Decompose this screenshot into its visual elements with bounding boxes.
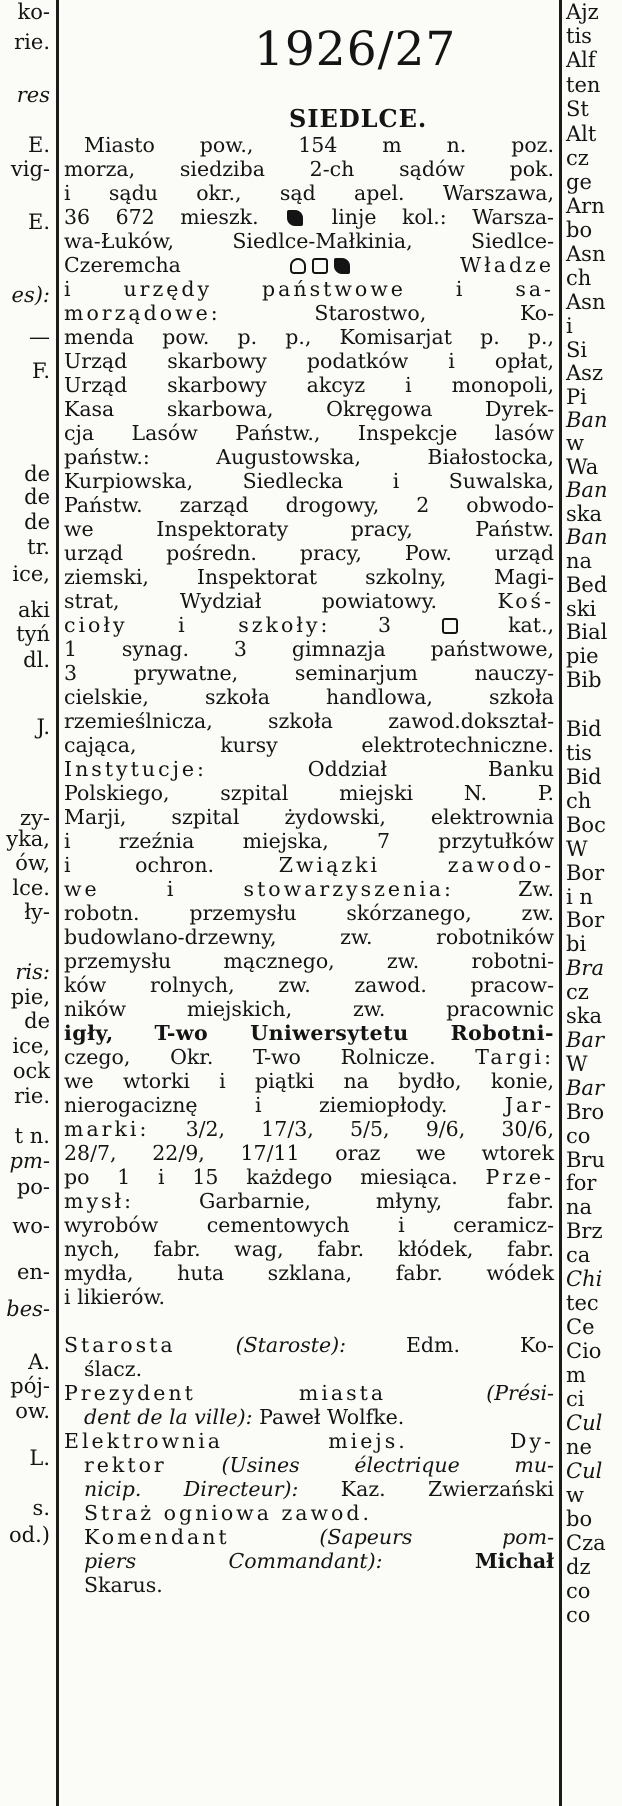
right-column-fragment: co [566, 1579, 591, 1603]
right-column-fragment: ch [566, 266, 592, 290]
body-line: morza, siedziba 2-ch sądów pok. [64, 157, 554, 181]
left-column-fragment: de [24, 1009, 50, 1033]
left-column-fragment: t n. [14, 1124, 50, 1148]
left-column-fragment: F. [32, 359, 50, 383]
body-line: Polskiego, szpital miejski N. P. [64, 781, 554, 805]
left-column-fragment: ow. [15, 1399, 50, 1423]
right-column-fragment: co [566, 1124, 591, 1148]
right-column-fragment: Wa [566, 455, 599, 479]
body-line: Czeremcha Władze [64, 253, 554, 277]
right-column-fragment: Brz [566, 1219, 603, 1243]
right-column-fragment: Si [566, 338, 588, 362]
left-column-fragment: od.) [9, 1523, 50, 1547]
right-column-fragment: Boc [566, 813, 606, 837]
official-line: piers Commandant): Michał [84, 1549, 554, 1573]
right-column-fragment: Ban [566, 478, 608, 502]
right-column-fragment: cz [566, 980, 589, 1004]
official-line: dent de la ville): Paweł Wolfke. [84, 1405, 405, 1429]
left-column-fragment: E. [27, 133, 50, 157]
body-line: nych, fabr. wag, fabr. kłódek, fabr. [64, 1237, 554, 1261]
body-line: państw.: Augustowska, Białostocka, [64, 445, 554, 469]
right-column-fragment: m [566, 1363, 586, 1387]
telegraph-icon [312, 258, 328, 274]
left-column-fragment: en- [16, 1260, 50, 1284]
left-column-rule [56, 0, 59, 1806]
body-line: igły, T-wo Uniwersytetu Robotni- [64, 1021, 554, 1045]
left-column-fragment: yka, [6, 827, 50, 851]
body-line: ziemski, Inspektorat szkolny, Magi- [64, 565, 554, 589]
left-column-fragment: vig- [10, 157, 50, 181]
year-label: 1926/27 [254, 22, 457, 77]
right-column-fragment: Cul [566, 1411, 603, 1435]
left-column-fragment: rie. [14, 1084, 50, 1108]
body-line: wa-Łuków, Siedlce-Małkinia, Siedlce- [64, 229, 554, 253]
left-column-fragment: ris: [15, 960, 50, 984]
right-column-fragment: ca [566, 1243, 591, 1267]
right-column-fragment: w [566, 431, 584, 455]
right-column-fragment: w [566, 1483, 584, 1507]
body-line: Kasa skarbowa, Okręgowa Dyrek- [64, 397, 554, 421]
right-column-fragment: i [566, 314, 573, 338]
official-line: Elektrownia miejs. Dy- [64, 1429, 554, 1453]
left-column-fragment: ko- [17, 0, 50, 24]
left-column-fragment: ów, [15, 851, 50, 875]
official-line: Prezydent miasta (Prési- [64, 1381, 554, 1405]
body-line: we Inspektoraty pracy, Państw. [64, 517, 554, 541]
body-line: Państw. zarząd drogowy, 2 obwodo- [64, 493, 554, 517]
right-column-fragment: dz [566, 1555, 591, 1579]
right-column-fragment: bo [566, 1507, 593, 1531]
right-column-fragment: na [566, 1195, 593, 1219]
body-line: mysł: Garbarnie, młyny, fabr. [64, 1189, 554, 1213]
body-line: cająca, kursy elektrotechniczne. [64, 733, 554, 757]
right-column-fragment: cz [566, 146, 589, 170]
body-line: we wtorki i piątki na bydło, konie, [64, 1069, 554, 1093]
left-column-fragment: bes- [6, 1297, 50, 1321]
left-column-fragment: de [24, 510, 50, 534]
body-line: robotn. przemysłu skórzanego, zw. [64, 901, 554, 925]
body-line: 28/7, 22/9, 17/11 oraz we wtorek [64, 1141, 554, 1165]
body-line: strat, Wydział powiatowy. Koś- [64, 589, 554, 613]
body-line: i rzeźnia miejska, 7 przytułków [64, 829, 554, 853]
official-line: rektor (Usines électrique mu- [84, 1453, 554, 1477]
right-column-fragment: pie [566, 644, 599, 668]
right-column-fragment: Pi [566, 385, 587, 409]
right-column-fragment: ten [566, 73, 601, 97]
left-column-fragment: es): [11, 283, 50, 307]
body-line: urząd pośredn. pracy, Pow. urząd [64, 541, 554, 565]
official-line: nicip. Directeur): Kaz. Zwierzański [84, 1477, 554, 1501]
body-line: i likierów. [64, 1285, 166, 1309]
official-line: Skarus. [84, 1573, 163, 1597]
right-column-fragment: Bib [566, 668, 602, 692]
left-column-fragment: res [16, 83, 50, 107]
body-line: 36 672 mieszk. linje kol.: Warsza- [64, 205, 554, 229]
left-column-fragment: de [24, 485, 50, 509]
right-column-fragment: Cul [566, 1459, 603, 1483]
post-office-icon [290, 258, 306, 274]
right-column-fragment: ski [566, 597, 597, 621]
body-line: rzemieślnicza, szkoła zawod.dokształ- [64, 709, 554, 733]
left-column-fragment: ock [12, 1059, 50, 1083]
right-column-fragment: ge [566, 170, 592, 194]
body-line: ków rolnych, zw. zawod. pracow- [64, 973, 554, 997]
right-column-fragment: co [566, 1603, 591, 1627]
right-column-fragment: Bid [566, 717, 602, 741]
left-column-fragment: rie. [14, 30, 50, 54]
official-line: Straż ogniowa zawod. [84, 1501, 373, 1525]
left-column-fragment: ice, [12, 1034, 50, 1058]
right-column-fragment: Bru [566, 1148, 605, 1172]
body-line: Instytucje: Oddział Banku [64, 757, 554, 781]
right-column-fragment: tis [566, 741, 592, 765]
left-column-fragment: A. [28, 1350, 50, 1374]
right-column-fragment: for [566, 1171, 597, 1195]
right-column-fragment: W [566, 1052, 588, 1076]
left-column-fragment: J. [36, 715, 50, 739]
body-line: Miasto pow., 154 m n. poz. [84, 133, 554, 157]
body-line: 3 prywatne, seminarjum nauczy- [64, 661, 554, 685]
left-column-fragment: L. [29, 1446, 50, 1470]
official-line: Starosta (Staroste): Edm. Ko- [64, 1333, 554, 1357]
right-neighbor-column [563, 0, 622, 1806]
right-column-fragment: Asz [566, 361, 604, 385]
left-column-fragment: po- [16, 1175, 50, 1199]
body-line: mydła, huta szklana, fabr. wódek [64, 1261, 554, 1285]
right-column-fragment: na [566, 549, 593, 573]
right-column-rule [559, 0, 562, 1806]
right-column-fragment: Asn [566, 290, 606, 314]
official-line: Komendant (Sapeurs pom- [84, 1525, 554, 1549]
left-column-fragment: wo- [12, 1214, 50, 1238]
body-line: ników miejskich, zw. pracownic [64, 997, 554, 1021]
right-column-fragment: ne [566, 1435, 592, 1459]
right-column-fragment: ci [566, 1387, 585, 1411]
right-column-fragment: Ban [566, 408, 608, 432]
left-column-fragment: aki [18, 598, 50, 622]
right-column-fragment: W [566, 837, 588, 861]
right-column-fragment: bi [566, 932, 587, 956]
body-line: przemysłu mącznego, zw. robotni- [64, 949, 554, 973]
body-line: budowlano-drzewny, zw. robotników [64, 925, 554, 949]
body-line: i urzędy państwowe i sa- [64, 277, 554, 301]
right-column-fragment: Ban [566, 525, 608, 549]
body-line: cja Lasów Państw., Inspekcje lasów [64, 421, 554, 445]
body-line: Kurpiowska, Siedlecka i Suwalska, [64, 469, 554, 493]
body-line: nierogaciznę i ziemiopłody. Jar- [64, 1093, 554, 1117]
left-column-fragment: — [29, 325, 50, 349]
right-column-fragment: Bra [566, 956, 604, 980]
right-column-fragment: Alt [566, 122, 597, 146]
right-column-fragment: bo [566, 218, 593, 242]
body-line: po 1 i 15 każdego miesiąca. Prze- [64, 1165, 554, 1189]
right-column-fragment: Bor [566, 861, 605, 885]
right-column-fragment: Bor [566, 908, 605, 932]
right-column-fragment: ska [566, 502, 603, 526]
official-line: ślacz. [84, 1357, 143, 1381]
body-line: czego, Okr. T-wo Rolnicze. Targi: [64, 1045, 554, 1069]
left-column-fragment: de [24, 462, 50, 486]
right-column-fragment: ch [566, 789, 592, 813]
left-column-fragment: ice, [12, 562, 50, 586]
body-line: Urząd skarbowy akcyz i monopoli, [64, 373, 554, 397]
right-column-fragment: i n [566, 885, 593, 909]
right-column-fragment: Ce [566, 1315, 595, 1339]
right-column-fragment: Chi [566, 1267, 603, 1291]
left-column-fragment: E. [27, 210, 50, 234]
right-column-fragment: tis [566, 24, 592, 48]
right-column-fragment: Bid [566, 765, 602, 789]
body-line: marki: 3/2, 17/3, 5/5, 9/6, 30/6, [64, 1117, 554, 1141]
right-column-fragment: Cio [566, 1339, 602, 1363]
right-column-fragment: Arn [566, 194, 605, 218]
right-column-fragment: Asn [566, 242, 606, 266]
body-line: i ochron. Związki zawodo- [64, 853, 554, 877]
left-column-fragment: ły- [24, 900, 50, 924]
right-column-fragment: Alf [566, 48, 596, 72]
left-column-fragment: tyń [16, 622, 50, 646]
right-column-fragment: ska [566, 1004, 603, 1028]
left-neighbor-column [0, 0, 54, 1806]
left-column-fragment: lce. [12, 876, 50, 900]
body-line: cioły i szkoły: 3 kat., [64, 613, 554, 637]
right-column-fragment: Ajz [566, 0, 599, 24]
right-column-fragment: St [566, 97, 589, 121]
right-column-fragment: Bar [566, 1028, 604, 1052]
body-line: Urząd skarbowy podatków i opłat, [64, 349, 554, 373]
left-column-fragment: pój- [10, 1374, 50, 1398]
right-column-fragment: Cza [566, 1531, 606, 1555]
right-column-fragment: Bial [566, 620, 608, 644]
body-line: menda pow. p. p., Komisarjat p. p., [64, 325, 554, 349]
left-column-fragment: s. [32, 1496, 50, 1520]
left-column-fragment: pie, [10, 985, 50, 1009]
body-line: cielskie, szkoła handlowa, szkoła [64, 685, 554, 709]
right-column-fragment: tec [566, 1291, 599, 1315]
left-column-fragment: tr. [27, 535, 50, 559]
body-line: 1 synag. 3 gimnazja państwowe, [64, 637, 554, 661]
right-column-fragment: Bed [566, 573, 608, 597]
left-column-fragment: pm- [9, 1149, 50, 1173]
right-column-fragment: Bar [566, 1076, 604, 1100]
right-column-fragment: Bro [566, 1100, 605, 1124]
left-column-fragment: dl. [23, 648, 50, 672]
body-line: we i stowarzyszenia: Zw. [64, 877, 554, 901]
city-heading: SIEDLCE. [289, 104, 428, 133]
body-line: wyrobów cementowych i ceramicz- [64, 1213, 554, 1237]
railway-icon [287, 210, 303, 226]
body-line: Marji, szpital żydowski, elektrownia [64, 805, 554, 829]
church-icon [442, 618, 458, 634]
telephone-icon [334, 258, 350, 274]
body-line: i sądu okr., sąd apel. Warszawa, [64, 181, 554, 205]
left-column-fragment: zy- [19, 806, 50, 830]
body-line: morządowe: Starostwo, Ko- [64, 301, 554, 325]
